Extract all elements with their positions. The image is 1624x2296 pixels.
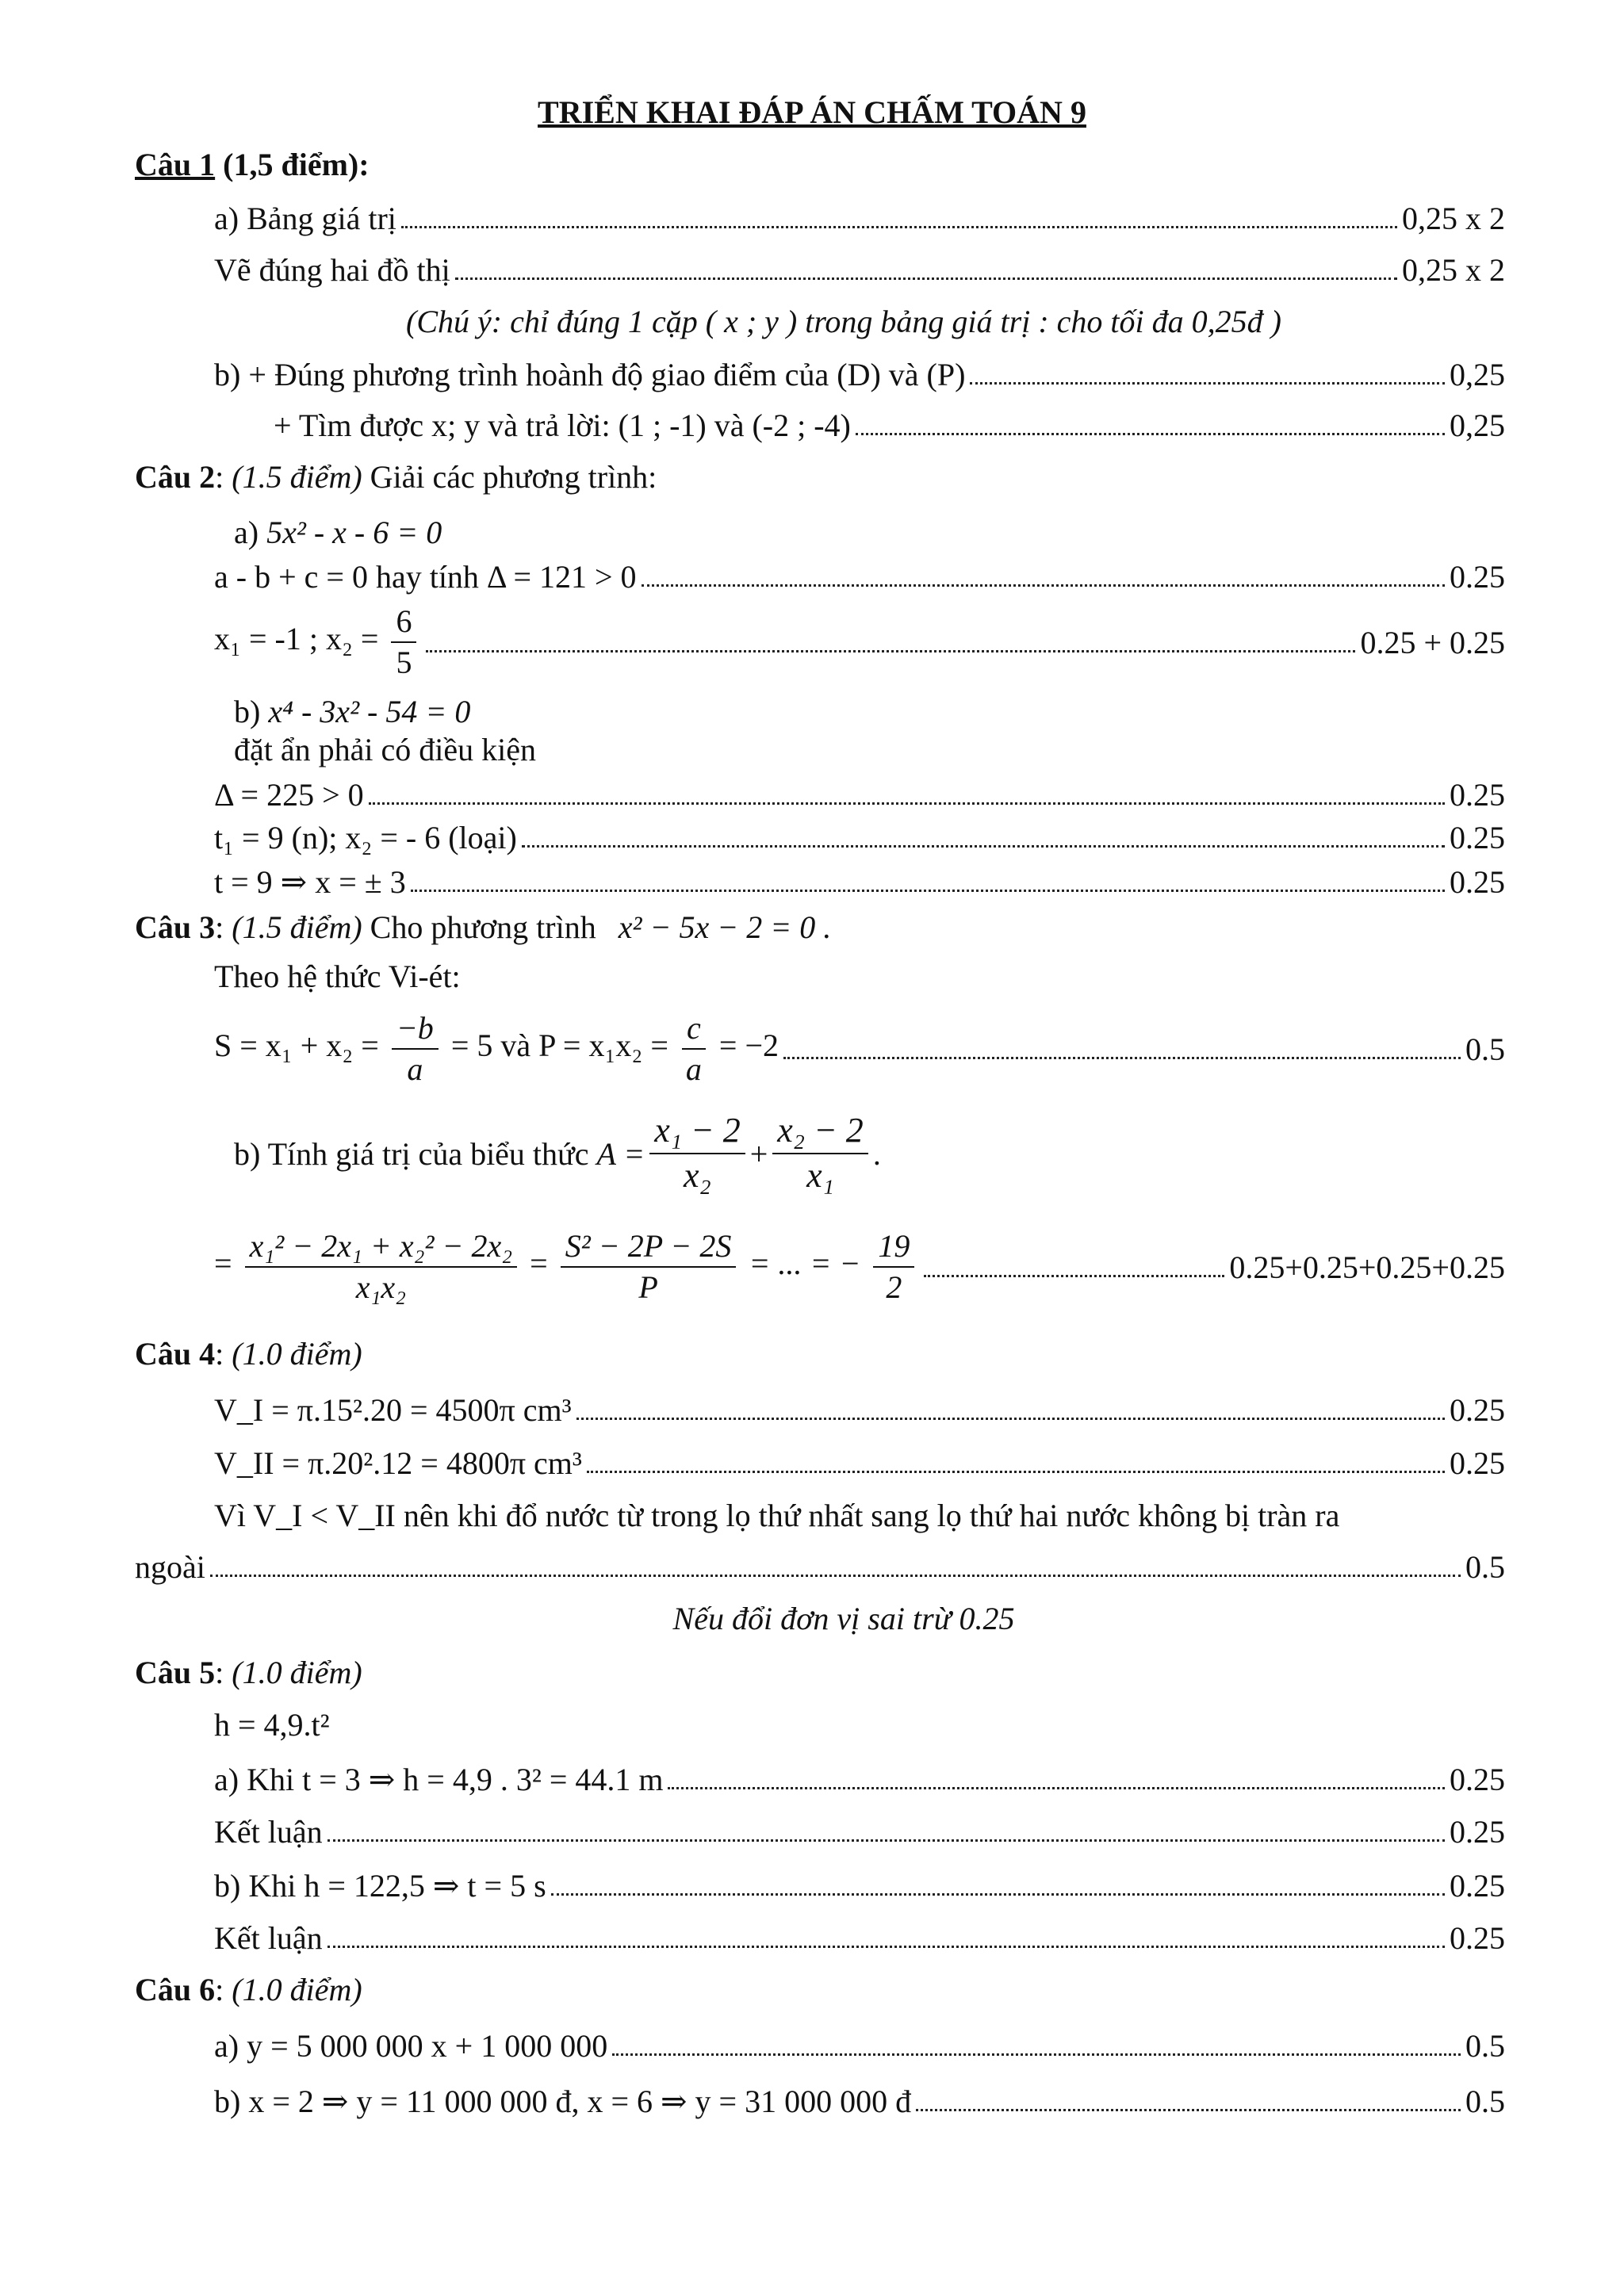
line-text: t₁ = 9 (n); x₂ = - 6 (loại) bbox=[214, 819, 517, 855]
fraction bbox=[392, 1010, 439, 1088]
q4-v1-line bbox=[214, 1386, 1505, 1433]
fraction-numerator: −b bbox=[392, 1010, 439, 1050]
line-text: a) Khi t = 3 ⇒ h = 4,9 . 3² = 44.1 m bbox=[214, 1761, 664, 1797]
line-score: 0,25 bbox=[1450, 356, 1505, 392]
fraction bbox=[649, 1111, 745, 1196]
fraction-numerator: x₂ − 2 bbox=[772, 1111, 868, 1154]
line-text: Kết luận bbox=[214, 1919, 323, 1956]
line-text: a) y = 5 000 000 x + 1 000 000 bbox=[214, 2027, 608, 2064]
expression-name: A = bbox=[596, 1135, 645, 1172]
line-text: b) x = 2 ⇒ y = 11 000 000 đ, x = 6 ⇒ y = 31 000 000 đ bbox=[214, 2083, 912, 2119]
line-text: Kết luận bbox=[214, 1813, 323, 1850]
question-points: (1.5 điểm) bbox=[232, 459, 362, 495]
line-text: V_II = π.20².12 = 4800π cm³ bbox=[214, 1445, 582, 1481]
line-text: ngoài bbox=[135, 1548, 205, 1585]
dot-leader bbox=[327, 1946, 1445, 1948]
dot-leader bbox=[642, 584, 1445, 587]
line-score: 0.25 + 0.25 bbox=[1360, 624, 1505, 660]
dot-leader bbox=[455, 277, 1397, 280]
dot-leader bbox=[668, 1787, 1445, 1789]
sum-text: S = x₁ + x₂ = bbox=[214, 1027, 379, 1064]
product-text: = 5 và P = x₁x₂ = bbox=[450, 1027, 668, 1064]
question-label: Câu 4 bbox=[135, 1336, 216, 1372]
q5-a-conclusion bbox=[214, 1808, 1505, 1855]
q3-sum-product-line bbox=[214, 1005, 1505, 1093]
equation: x² − 5x − 2 = 0 . bbox=[618, 909, 832, 945]
equals-sign: = bbox=[530, 1246, 548, 1282]
line-text: t = 9 ⇒ x = ± 3 bbox=[214, 863, 406, 900]
q2-b3-line bbox=[214, 858, 1505, 905]
dot-leader bbox=[924, 1275, 1224, 1277]
q2-b2-line bbox=[214, 813, 1505, 861]
fraction-numerator: S² − 2P − 2S bbox=[561, 1228, 737, 1268]
question-label: Câu 2 bbox=[135, 459, 216, 495]
line-text: b) Tính giá trị của biểu thức bbox=[234, 1135, 589, 1172]
fraction bbox=[561, 1228, 737, 1306]
part-label: a) bbox=[234, 515, 259, 550]
question-3-heading: Câu 3: (1.5 điểm) Cho phương trình x² − 5x − 2 = 0 . bbox=[135, 909, 832, 945]
question-1-heading bbox=[135, 141, 1624, 189]
question-5-heading: Câu 5: (1.0 điểm) bbox=[135, 1655, 362, 1690]
line-text: a) Bảng giá trị bbox=[214, 200, 396, 236]
line-score: 0.25 bbox=[1450, 1867, 1505, 1904]
line-text: Vẽ đúng hai đồ thị bbox=[214, 251, 450, 288]
question-intro: Cho phương trình bbox=[370, 909, 596, 945]
fraction-numerator: x₁² − 2x₁ + x₂² − 2x₂ bbox=[245, 1228, 518, 1268]
line-score: 0.5 bbox=[1465, 1548, 1505, 1585]
line-score: 0.5 bbox=[1465, 2027, 1505, 2064]
line-text: a - b + c = 0 hay tính Δ = 121 > 0 bbox=[214, 558, 637, 595]
fraction bbox=[772, 1111, 868, 1196]
dot-leader bbox=[783, 1057, 1461, 1059]
q4-conclusion-line1: Vì V_I < V_II nên khi đổ nước từ trong lọ thứ nhất sang lọ thứ hai nước không bị tràn ra bbox=[214, 1498, 1340, 1533]
line-score: 0.5 bbox=[1465, 1031, 1505, 1067]
question-label: Câu 6 bbox=[135, 1972, 216, 2007]
question-label: Câu 3 bbox=[135, 909, 216, 945]
line-score: 0.25 bbox=[1450, 1813, 1505, 1850]
line-score: 0.25 bbox=[1450, 1919, 1505, 1956]
line-text bbox=[214, 1228, 919, 1306]
dot-leader bbox=[587, 1471, 1445, 1473]
fraction-denominator: a bbox=[685, 1051, 702, 1087]
dot-leader bbox=[916, 2109, 1461, 2111]
product-result: = −2 bbox=[718, 1027, 779, 1064]
line-score: 0.25 bbox=[1450, 776, 1505, 813]
line-text bbox=[214, 603, 421, 681]
result-text: = ... = − bbox=[749, 1246, 861, 1282]
line-score: 0,25 x 2 bbox=[1402, 251, 1505, 288]
question-label: Câu 5 bbox=[135, 1655, 216, 1690]
q2-b-condition: đặt ẩn phải có điều kiện bbox=[234, 732, 536, 767]
question-points: (1,5 điểm): bbox=[223, 147, 370, 182]
question-6-heading: Câu 6: (1.0 điểm) bbox=[135, 1972, 362, 2007]
dot-leader bbox=[369, 802, 1445, 805]
fraction-numerator: c bbox=[682, 1010, 706, 1050]
line-text: b) Khi h = 122,5 ⇒ t = 5 s bbox=[214, 1867, 546, 1904]
line-score: 0.25 bbox=[1450, 1391, 1505, 1428]
dot-leader bbox=[576, 1418, 1445, 1420]
fraction-numerator: x₁ − 2 bbox=[649, 1111, 745, 1154]
line-score: 0.25 bbox=[1450, 1761, 1505, 1797]
line-score: 0.5 bbox=[1465, 2083, 1505, 2119]
line-text bbox=[214, 1010, 779, 1088]
dot-leader bbox=[210, 1575, 1461, 1577]
fraction bbox=[245, 1228, 518, 1306]
question-label: Câu 1 bbox=[135, 147, 216, 182]
question-4-heading: Câu 4: (1.0 điểm) bbox=[135, 1336, 362, 1372]
fraction-denominator: x₁ bbox=[806, 1156, 834, 1195]
line-text: Δ = 225 > 0 bbox=[214, 776, 364, 813]
q5-a-line bbox=[214, 1755, 1505, 1803]
dot-leader bbox=[551, 1893, 1445, 1896]
line-text: V_I = π.15².20 = 4500π cm³ bbox=[214, 1391, 572, 1428]
part-label: b) bbox=[234, 694, 261, 729]
line-score: 0.25 bbox=[1450, 863, 1505, 900]
q1-a2-line bbox=[214, 246, 1505, 293]
q6-b-line bbox=[214, 2077, 1505, 2125]
dot-leader bbox=[970, 382, 1445, 385]
dot-leader bbox=[522, 845, 1445, 848]
q1-note: (Chú ý: chỉ đúng 1 cặp ( x ; y ) trong bảng giá trị : cho tối đa 0,25đ ) bbox=[406, 304, 1281, 339]
q4-v2-line bbox=[214, 1439, 1505, 1487]
q2-a2-line bbox=[214, 599, 1505, 686]
q3-b-result-line bbox=[214, 1219, 1505, 1314]
q5-formula: h = 4,9.t² bbox=[214, 1707, 330, 1743]
question-intro: Giải các phương trình: bbox=[370, 459, 657, 495]
equation: 5x² - x - 6 = 0 bbox=[266, 515, 442, 550]
fraction-denominator: P bbox=[638, 1269, 658, 1305]
dot-leader bbox=[411, 890, 1445, 892]
q2-b1-line bbox=[214, 771, 1505, 818]
line-score: 0,25 x 2 bbox=[1402, 200, 1505, 236]
equals-sign: = bbox=[214, 1246, 232, 1282]
fraction-denominator: a bbox=[407, 1051, 423, 1087]
dot-leader bbox=[856, 433, 1445, 435]
fraction bbox=[391, 603, 416, 681]
q6-a-line bbox=[214, 2022, 1505, 2069]
fraction-denominator: 5 bbox=[396, 645, 412, 680]
q2-a-equation bbox=[234, 509, 1624, 557]
question-2-heading: Câu 2: (1.5 điểm) Giải các phương trình: bbox=[135, 459, 657, 495]
period: . bbox=[872, 1135, 881, 1172]
line-score: 0.25 bbox=[1450, 1445, 1505, 1481]
q4-note: Nếu đổi đơn vị sai trừ 0.25 bbox=[672, 1601, 1015, 1636]
page-title: TRIỂN KHAI ĐÁP ÁN CHẤM TOÁN 9 bbox=[538, 94, 1086, 130]
dot-leader bbox=[426, 650, 1355, 652]
line-score: 0.25 bbox=[1450, 558, 1505, 595]
fraction-denominator: x₁x₂ bbox=[355, 1269, 407, 1305]
fraction bbox=[873, 1228, 914, 1306]
dot-leader bbox=[612, 2053, 1461, 2056]
q4-conclusion-line2 bbox=[135, 1543, 1505, 1590]
line-score: 0.25+0.25+0.25+0.25 bbox=[1229, 1249, 1505, 1285]
line-text: + Tìm được x; y và trả lời: (1 ; -1) và (-2 ; -4) bbox=[274, 407, 851, 443]
line-score: 0.25 bbox=[1450, 819, 1505, 855]
equation: x⁴ - 3x² - 54 = 0 bbox=[268, 694, 471, 729]
fraction-denominator: x₂ bbox=[684, 1156, 711, 1195]
q5-b-line bbox=[214, 1862, 1505, 1909]
question-points: (1.0 điểm) bbox=[232, 1972, 362, 2007]
q1-b2-line bbox=[274, 401, 1505, 449]
q1-b1-line bbox=[214, 350, 1505, 398]
fraction-numerator: 6 bbox=[391, 603, 416, 643]
plus-sign: + bbox=[749, 1135, 768, 1172]
q1-a1-line bbox=[214, 194, 1505, 242]
q3-vieta-intro: Theo hệ thức Vi-ét: bbox=[214, 959, 461, 994]
question-points: (1.5 điểm) bbox=[232, 909, 362, 945]
q5-b-conclusion bbox=[214, 1914, 1505, 1961]
question-points: (1.0 điểm) bbox=[232, 1655, 362, 1690]
fraction-denominator: 2 bbox=[886, 1269, 902, 1305]
line-text: b) + Đúng phương trình hoành độ giao điểm của (D) và (P) bbox=[214, 356, 966, 392]
dot-leader bbox=[327, 1839, 1445, 1842]
fraction bbox=[681, 1010, 707, 1088]
q3-b-expression bbox=[234, 1102, 881, 1205]
question-points: (1.0 điểm) bbox=[232, 1336, 362, 1372]
q2-a1-line bbox=[214, 553, 1505, 600]
line-score: 0,25 bbox=[1450, 407, 1505, 443]
fraction-numerator: 19 bbox=[873, 1228, 914, 1268]
dot-leader bbox=[401, 226, 1397, 228]
roots-text: x₁ = -1 ; x₂ = bbox=[214, 621, 379, 657]
